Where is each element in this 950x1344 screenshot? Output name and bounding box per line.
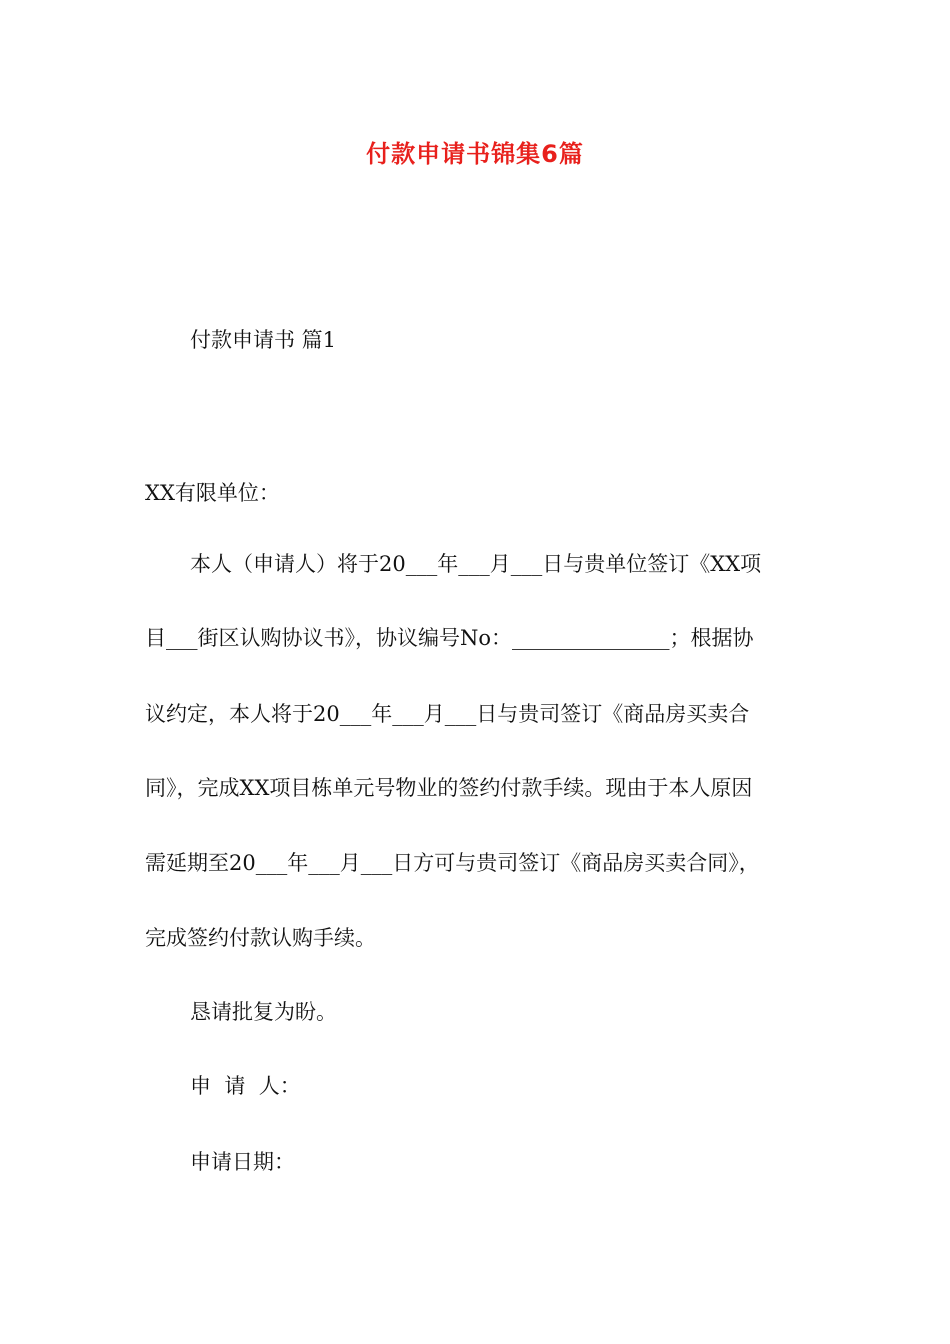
body-line-2: 目___街区认购协议书》，协议编号No：_______________；根据协: [145, 626, 754, 650]
body-line-5: 需延期至20___年___月___日方可与贵司签订《商品房买卖合同》，: [145, 851, 760, 875]
body-line-6: 完成签约付款认购手续。: [145, 926, 376, 950]
applicant-label: 申 请 人：: [190, 1074, 301, 1098]
date-label: 申请日期：: [190, 1150, 295, 1174]
closing-line: 恳请批复为盼。: [190, 1000, 337, 1024]
body-line-1: 本人（申请人）将于20___年___月___日与贵单位签订《XX项: [190, 552, 762, 576]
salutation: XX有限单位：: [145, 481, 280, 505]
body-line-4: 同》，完成XX项目栋单元号物业的签约付款手续。现由于本人原因: [145, 776, 753, 800]
section-heading: 付款申请书 篇1: [190, 328, 337, 352]
body-line-3: 议约定，本人将于20___年___月___日与贵司签订《商品房买卖合: [145, 702, 750, 726]
document-title: 付款申请书锦集6篇: [366, 140, 584, 168]
